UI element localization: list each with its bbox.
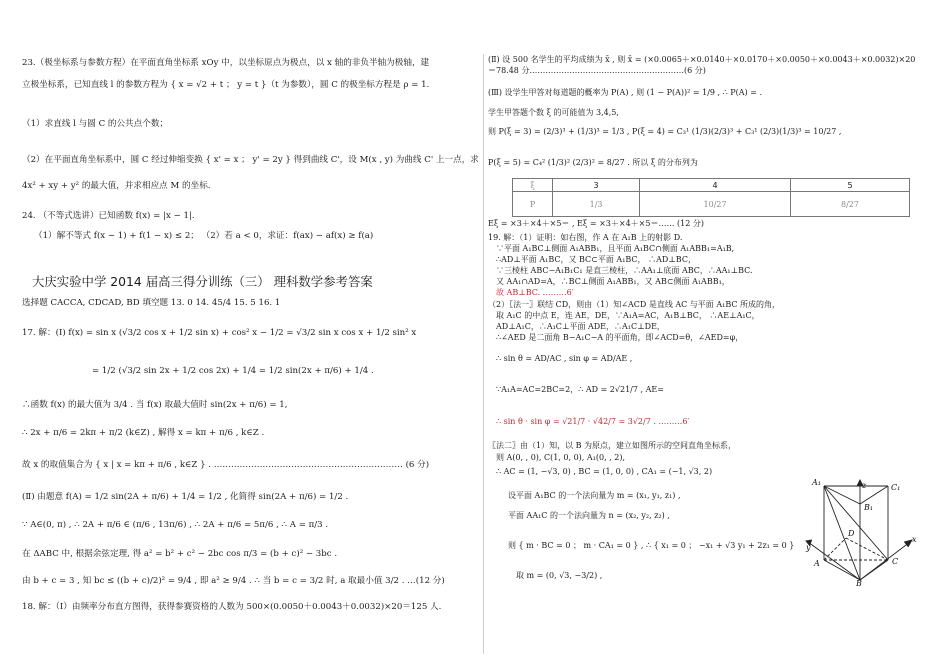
table-row xyxy=(513,179,910,192)
s19-line-4: ∵三棱柱 ABC−A₁B₁C₁ 是直三棱柱，∴AA₁⊥底面 ABC，∴AA₁⊥BC. xyxy=(496,266,753,275)
table-header-5: 5 xyxy=(791,179,910,192)
s17-line-7: ∵ A∈(0, π) , ∴ 2A + π/6 ∈ (π/6 , 13π/6) , ∴ 2A + π/6 = 5π/6 , ∴ A = π/3 . xyxy=(22,520,329,530)
figure-label-x: x xyxy=(912,535,917,544)
s17-line-5: 故 x 的取值集合为 { x | x = kπ + π/6 , k∈Z } . ………………………………………………………… (6 分) xyxy=(22,460,430,470)
s19-line-14: 〖法二〗由（1）知，以 B 为原点，建立如图所示的空间直角坐标系， xyxy=(488,441,737,450)
table-cell-p: P xyxy=(513,192,553,217)
s19-line-19: 则 { m · BC = 0 ； m · CA₁ = 0 } , ∴ { x₁ = 0 ； −x₁ + √3 y₁ + 2z₁ = 0 } xyxy=(508,541,795,550)
q23-part-1: （1）求直线 l 与圆 C 的公共点个数； xyxy=(22,119,169,129)
figure-label-a: A xyxy=(814,559,820,568)
q24-line-2: （1）解不等式 f(x − 1) + f(1 − x) ≤ 2； （2）若 a < 0，求证：f(ax) − af(x) ≥ f(a) xyxy=(34,231,374,241)
s18-line-5: 则 P(ξ = 3) = (2/3)³ + (1/3)³ = 1/3 , P(ξ = 4) = C₃¹ (1/3)(2/3)³ + C₃¹ (2/3)(1/3)³ = 10/27 , xyxy=(488,127,842,136)
s17-line-3: ∴函数 f(x) 的最大值为 3/4 . 当 f(x) 取最大值时 sin(2x + π/6) = 1, xyxy=(22,400,288,410)
q23-line-2: 立极坐标系，已知直线 l 的参数方程为 { x = √2 + t ； y = t }（t 为参数），圆 C 的极坐标方程是 ρ = 1. xyxy=(22,80,430,90)
figure-label-d: D xyxy=(848,529,855,538)
s19-line-20: 取 m = (0, √3, −3/2) , xyxy=(516,571,603,580)
column-divider xyxy=(483,54,484,654)
s19-line-1: 19. 解：（1）证明：如右图，作 A 在 A₁B 上的射影 D. xyxy=(488,233,683,242)
answer-key-title: 大庆实验中学 2014 届高三得分训练（三） 理科数学参考答案 xyxy=(32,274,373,289)
s19-line-2: ∵平面 A₁BC⊥侧面 A₁ABB₁，且平面 A₁BC∩侧面 A₁ABB₁=A₁B, xyxy=(496,244,735,253)
table-row xyxy=(513,192,910,217)
s17-line-6: (Ⅱ) 由题意 f(A) = 1/2 sin(2A + π/6) + 1/4 = 1/2 , 化简得 sin(2A + π/6) = 1/2 . xyxy=(22,492,349,502)
s19-line-17: 设平面 A₁BC 的一个法向量为 m = (x₁, y₁, z₁) , xyxy=(508,491,681,500)
s17-line-8: 在 ΔABC 中, 根据余弦定理, 得 a² = b² + c² − 2bc cos π/3 = (b + c)² − 3bc . xyxy=(22,549,338,559)
s17-line-9: 由 b + c = 3 , 知 bc ≤ ((b + c)/2)² = 9/4 , 即 a² ≥ 9/4 . ∴ 当 b = c = 3/2 时, a 取最小值 3/2 . …(12 分) xyxy=(22,576,445,586)
table-header-xi: ξ xyxy=(513,179,553,192)
short-answers: 选择题 CACCA, CDCAD, BD 填空题 13. 0 14. 45/4 15. 5 16. 1 xyxy=(22,298,281,308)
s17-line-2: = 1/2 (√3/2 sin 2x + 1/2 cos 2x) + 1/4 = 1/2 sin(2x + π/6) + 1/4 . xyxy=(92,366,374,376)
s18-line-1: (Ⅱ) 设 500 名学生的平均成绩为 x̄ , 则 x̄ = (×0.0065＋×0.0140＋×0.0170＋×0.0050＋×0.0043＋×0.0032)×20 xyxy=(488,55,916,64)
s19-line-11: ∴ sin θ = AD/AC , sin φ = AD/AE , xyxy=(496,354,633,363)
figure-label-a1: A₁ xyxy=(812,478,821,487)
s19-line-18: 平面 AA₁C 的一个法向量为 n = (x₂, y₂, z₂) , xyxy=(508,511,670,520)
s19-line-12: ∵A₁A=AC=2BC=2，∴ AD = 2√21/7 , AE= xyxy=(496,385,664,394)
q23-part-2: （2）在平面直角坐标系中，圆 C 经过伸缩变换 { x' = x ； y' = 2y } 得到曲线 C'，设 M(x , y) 为曲线 C' 上一点，求 xyxy=(22,155,479,165)
q24-line-1: 24. （不等式选讲）已知函数 f(x) = |x − 1|. xyxy=(22,211,195,221)
s18-line-2: ＝78.48 分.…………………………………………………(6 分) xyxy=(488,66,706,75)
s19-line-10: ∴∠AED 是二面角 B−A₁C−A 的平面角，即∠ACD=θ，∠AED=φ， xyxy=(496,333,744,342)
s19-line-9: AD⊥A₁C，∴A₁C⊥平面 ADE，∴A₁C⊥DE， xyxy=(496,322,665,331)
s19-line-3: ∴AD⊥平面 A₁BC，又 BC⊂平面 A₁BC， ∴AD⊥BC， xyxy=(496,255,696,264)
s19-line-16: ∴ AC = (1, −√3, 0) , BC = (1, 0, 0) , CA₁ = (−1, √3, 2) xyxy=(496,467,713,476)
prism-diagram xyxy=(804,476,924,586)
s17-line-4: ∴ 2x + π/6 = 2kπ + π/2 (k∈Z) , 解得 x = kπ + π/6 , k∈Z . xyxy=(22,428,265,438)
s18-expectation: Eξ = ×3＋×4＋×5＝ , Eξ = ×3＋×4＋×5＝…… (12 分) xyxy=(488,219,704,228)
q23-part-2-cont: 4x² + xy + y² 的最大值，并求相应点 M 的坐标. xyxy=(22,181,211,191)
s19-line-7: （2）〖法一〗联结 CD，则由（1）知∠ACD 是直线 AC 与平面 A₁BC 所成的角， xyxy=(488,300,781,309)
s18-part-1: 18. 解：（Ⅰ）由频率分布直方图得，获得参赛资格的人数为 500×(0.0050＋0.0043＋0.0032)×20＝125 人. xyxy=(22,602,442,612)
table-header-3: 3 xyxy=(553,179,640,192)
table-cell-p4: 10/27 xyxy=(640,192,791,217)
q23-line-1: 23.（极坐标系与参数方程）在平面直角坐标系 xOy 中，以坐标原点为极点，以 x 轴的非负半轴为极轴，建 xyxy=(22,58,430,68)
s19-line-15: 则 A(0, , 0), C(1, 0, 0), A₁(0, , 2), xyxy=(496,453,626,462)
s19-line-6: 故 AB⊥BC. ………6′ xyxy=(496,288,574,297)
figure-label-b1: B₁ xyxy=(864,503,874,512)
prism-figure xyxy=(804,476,924,586)
figure-label-b: B xyxy=(856,579,862,586)
table-cell-p5: 8/27 xyxy=(791,192,910,217)
s18-line-6: P(ξ = 5) = C₄² (1/3)² (2/3)² = 8/27 . 所以 ξ 的分布列为 xyxy=(488,158,698,167)
s18-line-4: 学生甲答题个数 ξ 的可能值为 3,4,5, xyxy=(488,108,619,117)
figure-label-c: C xyxy=(892,557,899,566)
figure-label-y: y xyxy=(806,543,811,552)
figure-label-z: z xyxy=(862,481,867,490)
s18-line-3: (Ⅲ) 设学生甲答对每道题的概率为 P(A) , 则 (1 − P(A))² = 1/9 , ∴ P(A) = . xyxy=(488,88,763,97)
s19-line-5: 又 AA₁∩AD=A，∴BC⊥侧面 A₁ABB₁，又 AB⊂侧面 A₁ABB₁， xyxy=(496,277,730,286)
table-cell-p3: 1/3 xyxy=(553,192,640,217)
s17-line-1: 17. 解：(Ⅰ) f(x) = sin x (√3/2 cos x + 1/2 sin x) + cos² x − 1/2 = √3/2 sin x cos x + 1/2 sin² x xyxy=(22,328,417,338)
distribution-table xyxy=(512,178,910,217)
s19-line-13: ∴ sin θ · sin φ = √21/7 · √42/7 = 3√2/7 . ………6′ xyxy=(496,417,690,426)
figure-label-c1: C₁ xyxy=(891,483,901,492)
table-header-4: 4 xyxy=(640,179,791,192)
s19-line-8: 取 A₁C 的中点 E，连 AE，DE，∵A₁A=AC，A₁B⊥BC， ∴AE⊥A₁C， xyxy=(496,311,760,320)
